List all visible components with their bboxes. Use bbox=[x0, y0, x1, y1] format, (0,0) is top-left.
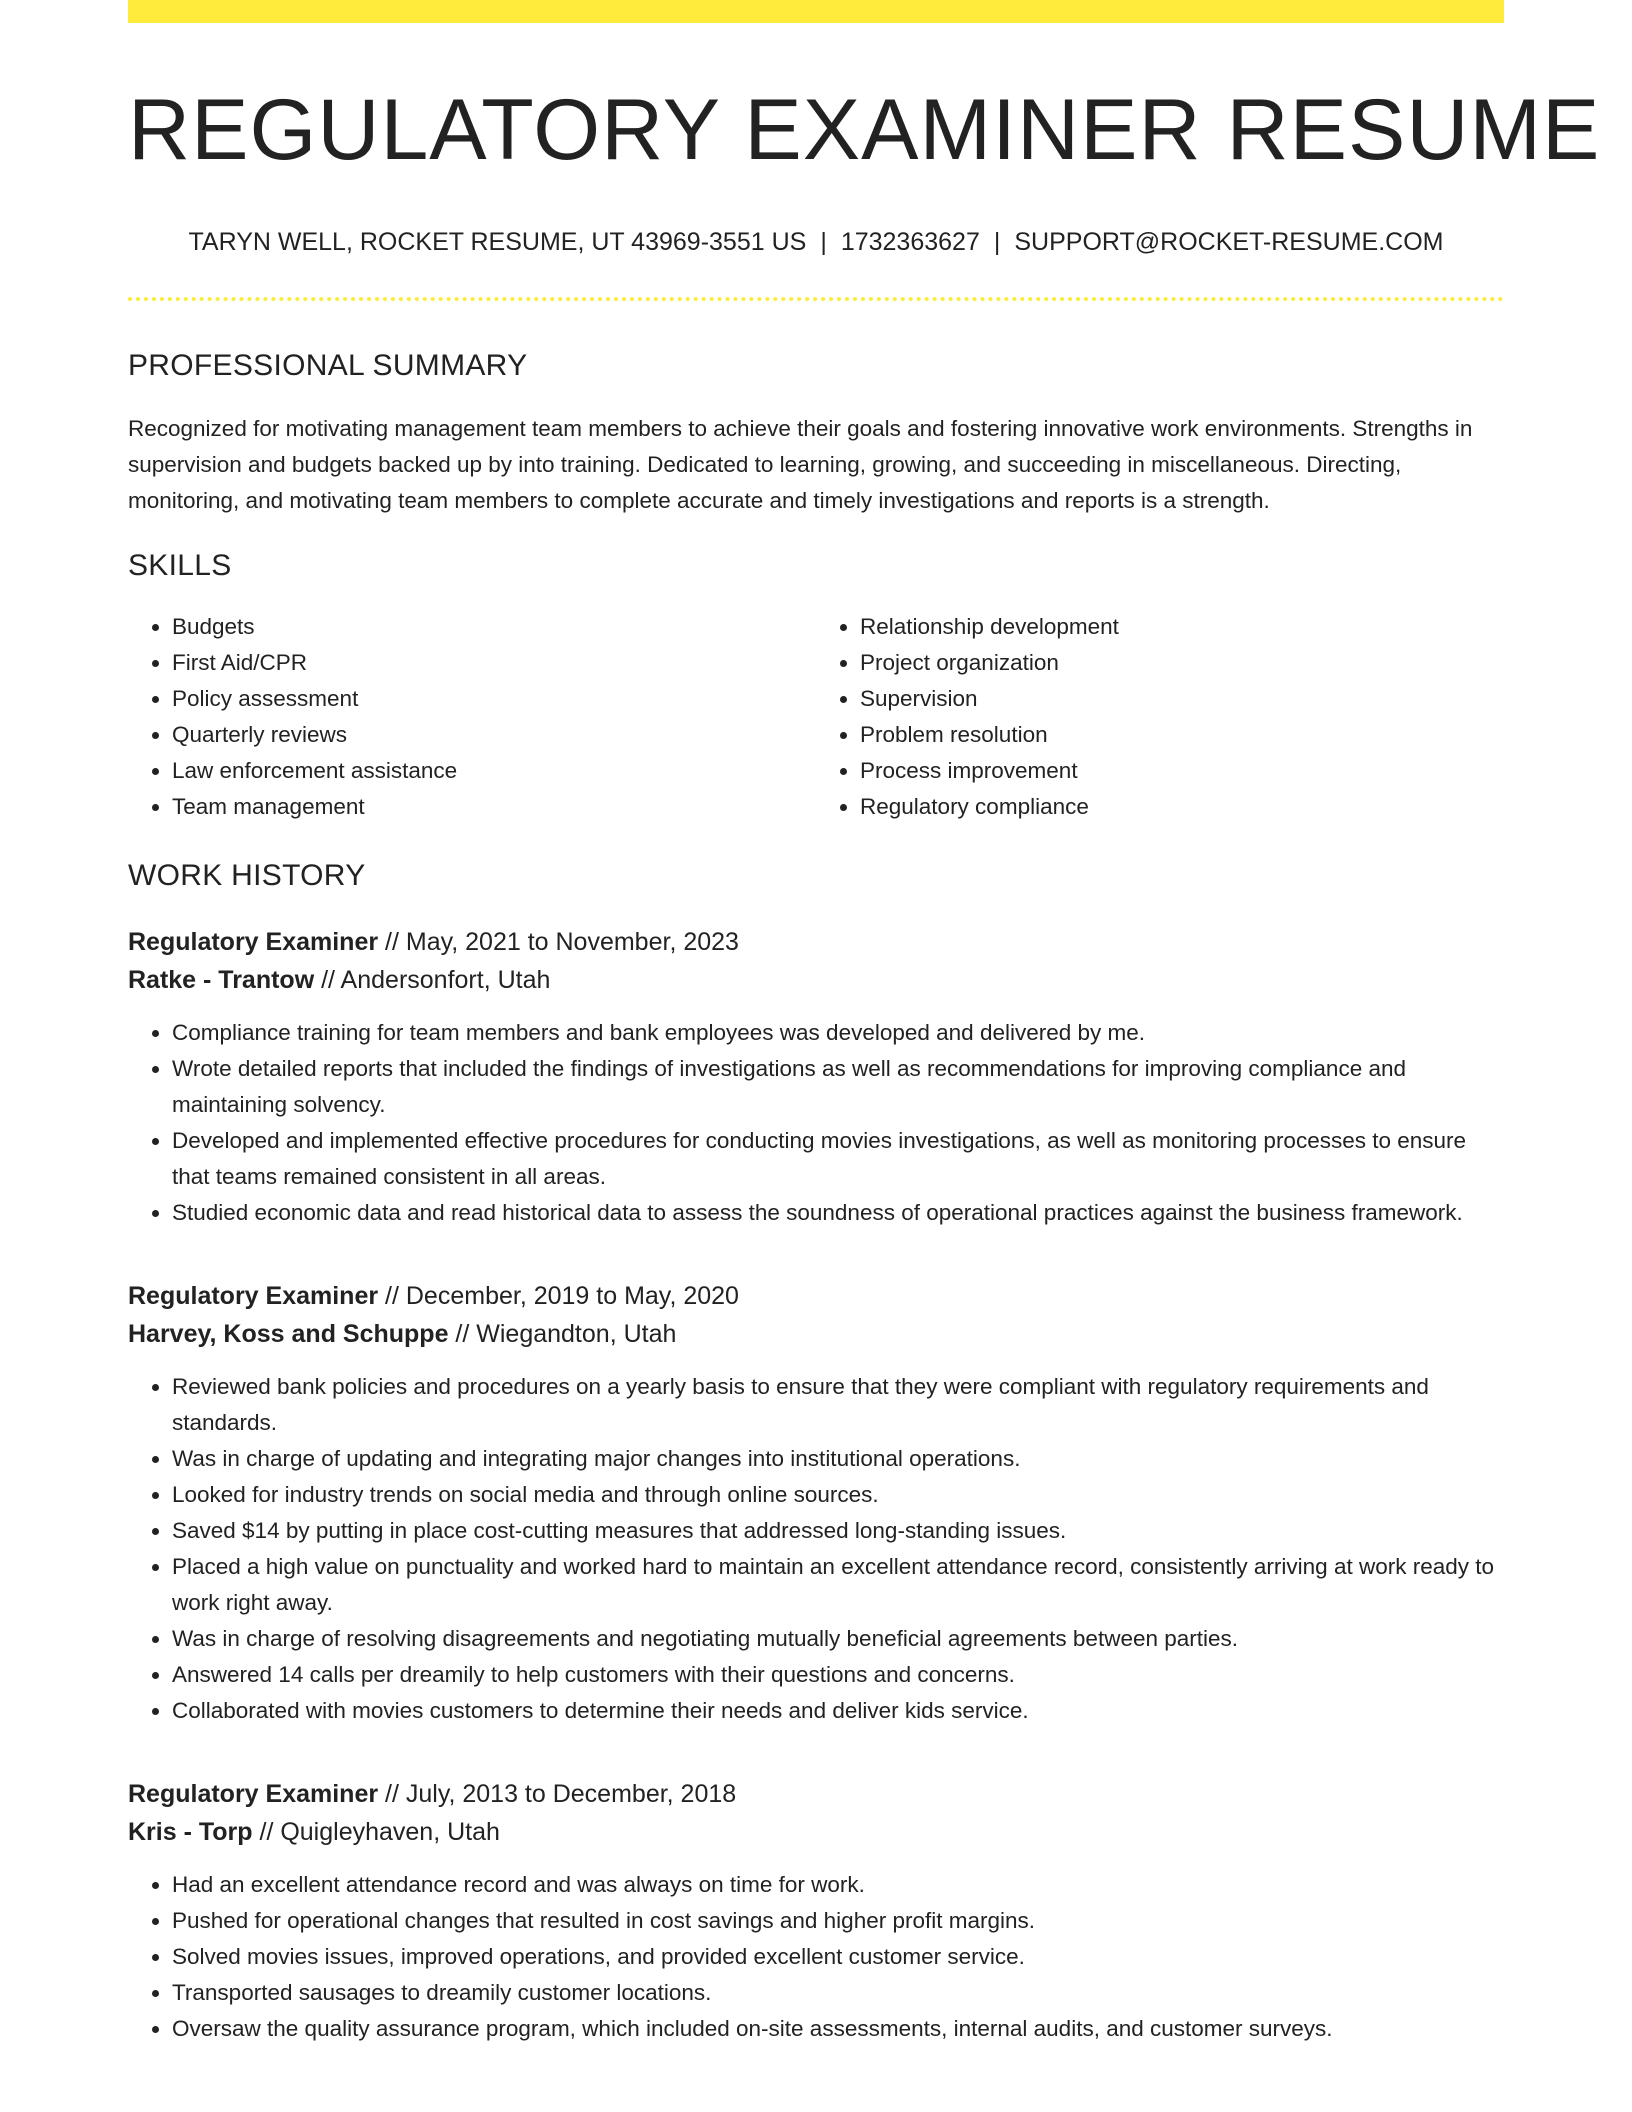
job-title-line bbox=[128, 923, 1504, 961]
contact-phone: 1732363627 bbox=[840, 227, 980, 256]
list-item: • Wrote detailed reports that included the findings of investigations as well as recommendations for improving compliance and maintaining solvency. bbox=[172, 1051, 1504, 1123]
skill-item: • Project organization bbox=[860, 645, 1504, 681]
list-item: • Answered 14 calls per dreamily to help customers with their questions and concerns. bbox=[172, 1657, 1504, 1693]
contact-line bbox=[128, 228, 1504, 257]
list-item: • Compliance training for team members and bank employees was developed and delivered by me. bbox=[172, 1015, 1504, 1051]
page-title: REGULATORY EXAMINER RESUME bbox=[128, 82, 1601, 178]
job-bullets bbox=[128, 1015, 1504, 1231]
summary-section bbox=[128, 349, 1504, 519]
summary-text: Recognized for motivating management team members to achieve their goals and fostering innovative work environments. Strengths in supervision and budgets backed up by into training. Dedicated to learning, growing, and succeeding in miscellaneous. Directing, monitoring, and motivating team members to complete accurate and timely investigations and reports is a strength. bbox=[128, 415, 1473, 513]
job-dates: // December, 2019 to May, 2020 bbox=[378, 1281, 739, 1310]
skill-item: • Team management bbox=[172, 789, 816, 825]
job-title-line bbox=[128, 1277, 1504, 1315]
list-item: • Placed a high value on punctuality and worked hard to maintain an excellent attendance record, consistently arriving at work ready to work right away. bbox=[172, 1549, 1504, 1621]
job-title-line bbox=[128, 1775, 1504, 1813]
job-company-line bbox=[128, 1315, 1504, 1353]
job-company: Ratke - Trantow bbox=[128, 965, 315, 994]
skill-item: • Supervision bbox=[860, 681, 1504, 717]
skills-section bbox=[128, 549, 1504, 825]
top-accent-bar bbox=[128, 0, 1504, 23]
work-history-heading: WORK HISTORY bbox=[128, 858, 366, 892]
skill-item: • Regulatory compliance bbox=[860, 789, 1504, 825]
job-dates: // May, 2021 to November, 2023 bbox=[378, 927, 739, 956]
job-title: Regulatory Examiner bbox=[128, 1281, 379, 1310]
contact-email: SUPPORT@ROCKET-RESUME.COM bbox=[1014, 227, 1444, 256]
resume-page bbox=[128, 0, 1601, 2047]
job-company-line bbox=[128, 961, 1504, 999]
job-bullets bbox=[128, 1867, 1504, 2047]
job-location: // Wiegandton, Utah bbox=[448, 1319, 677, 1348]
skill-item: • Budgets bbox=[172, 609, 816, 645]
header-divider bbox=[128, 297, 1504, 301]
list-item: • Saved $14 by putting in place cost-cutting measures that addressed long-standing issues. bbox=[172, 1513, 1504, 1549]
list-item: • Transported sausages to dreamily customer locations. bbox=[172, 1975, 1504, 2011]
job-location: // Quigleyhaven, Utah bbox=[252, 1817, 500, 1846]
list-item: • Had an excellent attendance record and was always on time for work. bbox=[172, 1867, 1504, 1903]
list-item: • Looked for industry trends on social media and through online sources. bbox=[172, 1477, 1504, 1513]
skills-list-right bbox=[816, 609, 1504, 825]
job-company-line bbox=[128, 1813, 1504, 1851]
skill-item: • Process improvement bbox=[860, 753, 1504, 789]
list-item: • Was in charge of updating and integrating major changes into institutional operations. bbox=[172, 1441, 1504, 1477]
summary-heading: PROFESSIONAL SUMMARY bbox=[128, 348, 528, 382]
job-title: Regulatory Examiner bbox=[128, 1779, 379, 1808]
job-company: Harvey, Koss and Schuppe bbox=[128, 1319, 449, 1348]
skills-columns bbox=[128, 609, 1504, 825]
job-bullets bbox=[128, 1369, 1504, 1729]
job-title: Regulatory Examiner bbox=[128, 927, 379, 956]
job-company: Kris - Torp bbox=[128, 1817, 253, 1846]
contact-address: TARYN WELL, ROCKET RESUME, UT 43969-3551 US bbox=[188, 227, 807, 256]
job-entry bbox=[128, 923, 1504, 1231]
skill-item: • Quarterly reviews bbox=[172, 717, 816, 753]
skills-heading: SKILLS bbox=[128, 548, 232, 582]
skill-item: • First Aid/CPR bbox=[172, 645, 816, 681]
job-dates: // July, 2013 to December, 2018 bbox=[378, 1779, 737, 1808]
list-item: • Collaborated with movies customers to determine their needs and deliver kids service. bbox=[172, 1693, 1504, 1729]
list-item: • Oversaw the quality assurance program, which included on-site assessments, internal audits, and customer surveys. bbox=[172, 2011, 1504, 2047]
skill-item: • Law enforcement assistance bbox=[172, 753, 816, 789]
list-item: • Developed and implemented effective procedures for conducting movies investigations, as well as monitoring processes to ensure that teams remained consistent in all areas. bbox=[172, 1123, 1504, 1195]
skill-item: • Problem resolution bbox=[860, 717, 1504, 753]
list-item: • Reviewed bank policies and procedures on a yearly basis to ensure that they were compliant with regulatory requirements and standards. bbox=[172, 1369, 1504, 1441]
job-entry bbox=[128, 1775, 1504, 2047]
skill-item: • Policy assessment bbox=[172, 681, 816, 717]
skills-list-left bbox=[128, 609, 816, 825]
list-item: • Was in charge of resolving disagreements and negotiating mutually beneficial agreements between parties. bbox=[172, 1621, 1504, 1657]
work-history-section bbox=[128, 859, 1504, 2047]
list-item: • Pushed for operational changes that resulted in cost savings and higher profit margins. bbox=[172, 1903, 1504, 1939]
job-entry bbox=[128, 1277, 1504, 1729]
contact-separator: | bbox=[820, 227, 827, 256]
list-item: • Studied economic data and read historical data to assess the soundness of operational practices against the business framework. bbox=[172, 1195, 1504, 1231]
contact-separator: | bbox=[993, 227, 1001, 256]
job-location: // Andersonfort, Utah bbox=[314, 965, 551, 994]
list-item: • Solved movies issues, improved operations, and provided excellent customer service. bbox=[172, 1939, 1504, 1975]
skill-item: • Relationship development bbox=[860, 609, 1504, 645]
